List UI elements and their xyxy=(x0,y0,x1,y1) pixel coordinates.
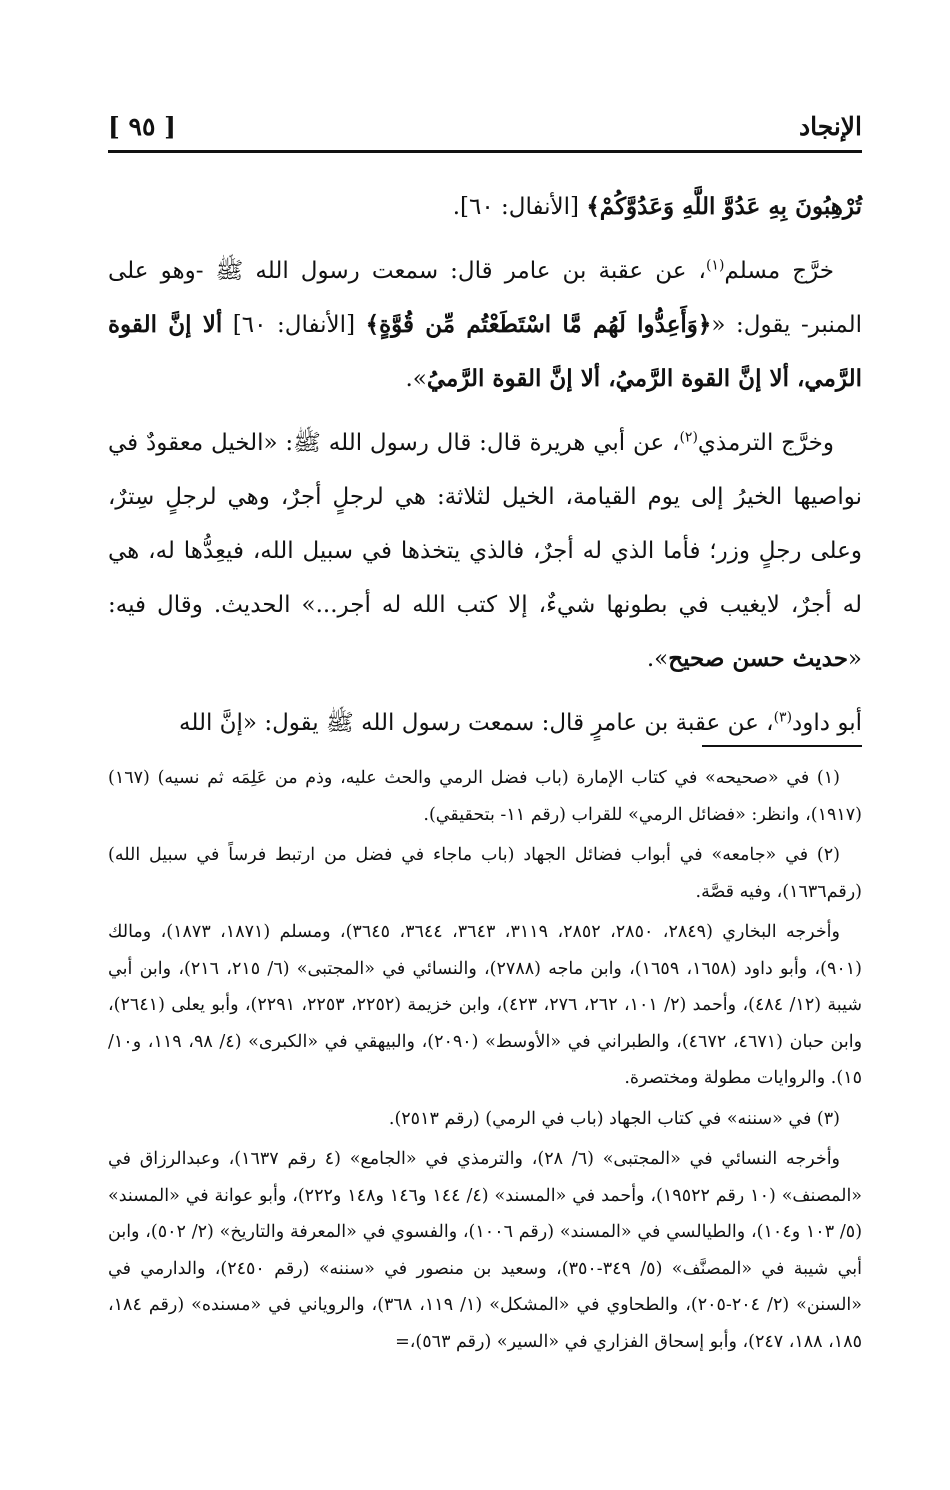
paragraph-tirmidhi xyxy=(108,416,862,686)
header-rule xyxy=(108,150,862,153)
paragraph-text: ، عن عقبة بن عامرٍ قال: سمعت رسول الله ﷺ يقول: «إنَّ الله xyxy=(179,710,774,736)
footnote-marker-2: (٢) xyxy=(679,429,698,446)
footnote-separator xyxy=(702,745,862,747)
paragraph-quran-continuation xyxy=(108,180,862,234)
footnote-1: (١) في «صحيحه» في كتاب الإمارة (باب فضل الرمي والحث عليه، وذم من عَلِمَه ثم نسيه) (١٦٧) (١٩١٧)، وانظر: «فضائل الرمي» للقراب (رقم ١١- بتحقيقي). xyxy=(108,768,862,825)
page-header xyxy=(108,108,862,150)
paragraph-text: ». xyxy=(646,646,669,672)
quran-verse: ﴿وَأَعِدُّوا لَهُم مَّا اسْتَطَعْتُم مِّن قُوَّةٍ﴾ xyxy=(365,311,712,338)
paragraph-text: ، عن أبي هريرة قال: قال رسول الله ﷺ: «الخيل معقودٌ في نواصيها الخيرُ إلى يوم القيامة، الخيل لثلاثة: هي لرجلٍ أجرٌ، وهي لرجلٍ سِترٌ، وعلى رجلٍ وزر؛ فأما الذي له أجرٌ، فالذي يتخذها في سبيل الله، فيعِدُّها له، هي له أجرٌ، لايغيب في بطونها شيءٌ، إلا كتب الله له أجر...» الحديث. وقال فيه: « xyxy=(108,430,862,672)
paragraph-abu-dawud xyxy=(108,696,862,750)
paragraph-text: ، عن عقبة بن عامر قال: سمعت رسول الله ﷺ -وهو على المنبر- يقول: « xyxy=(108,258,862,338)
paragraph-text: وخرَّج الترمذي xyxy=(697,430,834,456)
footnotes xyxy=(108,760,862,1364)
footnote-3-continued: وأخرجه النسائي في «المجتبى» (٦/ ٢٨)، والترمذي في «الجامع» (٤ رقم ١٦٣٧)، وعبدالرزاق في «المصنف» (١٠ رقم ١٩٥٢٢)، وأحمد في «المسند» (٤/ ١٤٤ و١٤٦ و١٤٨ و٢٢٢)، وأبو عوانة في «المسند» (٥/ ١٠٣ و١٠٤)، والطيالسي في «المسند» (رقم ١٠٠٦)، والفسوي في «المعرفة والتاريخ» (٢/ ٥٠٢)، وابن أبي شيبة في «المصنَّف» (٥/ ٣٤٩-٣٥٠)، وسعيد بن منصور في «سننه» (رقم ٢٤٥٠)، والدارمي في «السنن» (٢/ ٢٠٤-٢٠٥)، والطحاوي في «المشكل» (١/ ١١٩، ٣٦٨)، والروياني في «مسنده» (رقم ١٨٤، ١٨٥، ١٨٨، ٢٤٧)، وأبو إسحاق الفزاري في «السير» (رقم ٥٦٣)،= xyxy=(108,1149,863,1352)
main-text xyxy=(108,180,862,760)
verse-reference: [الأنفال: ٦٠]. xyxy=(452,194,587,220)
footnote-marker-3: (٣) xyxy=(773,709,793,726)
footnote-2-continued: وأخرجه البخاري (٢٨٤٩، ٢٨٥٠، ٢٨٥٢، ٣١١٩، ٣٦٤٣، ٣٦٤٤، ٣٦٤٥)، ومسلم (١٨٧١، ١٨٧٣)، ومالك (٩٠١)، وأبو داود (١٦٥٨، ١٦٥٩)، وابن ماجه (٢٧٨٨)، والنسائي في «المجتبى» (٦/ ٢١٥، ٢١٦)، وابن أبي شيبة (١٢/ ٤٨٤)، وأحمد (٢/ ١٠١، ٢٦٢، ٢٧٦، ٤٢٣)، وابن خزيمة (٢٢٥٢، ٢٢٥٣، ٢٢٩١)، وأبو يعلى (٢٦٤١)، وابن حبان (٤٦٧١، ٤٦٧٢)، والطبراني في «الأوسط» (٢٠٩٠)، والبيهقي في «الكبرى» (٤/ ٩٨، ١١٩، و١٠/ ١٥). والروايات مطولة ومختصرة. xyxy=(108,922,863,1088)
grading-emphasis: حديث حسن صحيح xyxy=(668,645,848,672)
paragraph-text: خرَّج مسلم xyxy=(724,258,834,284)
paragraph-muslim xyxy=(108,244,862,406)
paragraph-text: ». xyxy=(405,366,427,392)
page-number: [ ٩٥ ] xyxy=(108,112,176,141)
footnote-2: (٢) في «جامعه» في أبواب فضائل الجهاد (باب ماجاء في فضل من ارتبط فرساً في سبيل الله) (رقم١٦٣٦)، وفيه قصَّة. xyxy=(108,845,862,902)
verse-reference: [الأنفال: ٦٠] xyxy=(222,312,366,338)
paragraph-text: أبو داود xyxy=(792,710,862,736)
hadith-emphasis: ألا إنَّ القوة الرَّمي، ألا إنَّ القوة الرَّميُ، ألا إنَّ القوة الرَّميُ xyxy=(108,311,862,392)
quran-verse: تُرْهِبُونَ بِهِ عَدُوَّ اللَّهِ وَعَدُوَّكُمْ﴾ xyxy=(586,193,862,220)
running-title: الإنجاد xyxy=(798,112,862,141)
footnote-3: (٣) في «سننه» في كتاب الجهاد (باب في الرمي) (رقم ٢٥١٣). xyxy=(388,1108,840,1129)
footnote-marker-1: (١) xyxy=(705,257,725,274)
